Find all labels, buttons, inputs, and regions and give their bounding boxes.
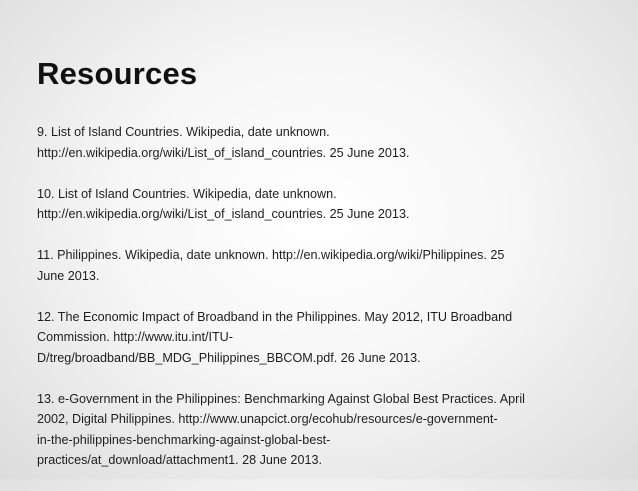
reference-line: in-the-philippines-benchmarking-against-global-best-	[37, 432, 331, 447]
reference-line: practices/at_download/attachment1. 28 June 2013.	[37, 453, 322, 467]
reference-line: D/treg/broadband/BB_MDG_Philippines_BBCOM.pdf. 26 June 2013.	[37, 350, 421, 365]
reference-item	[37, 122, 617, 163]
reference-line: Commission. http://www.itu.int/ITU-	[37, 330, 233, 344]
reference-line: 2002, Digital Philippines. http://www.unapcict.org/ecohub/resources/e-government-	[37, 412, 498, 426]
reference-line: 13. e-Government in the Philippines: Benchmarking Against Global Best Practices. April	[37, 391, 525, 406]
reference-line: June 2013.	[37, 268, 100, 283]
slide-title: Resources	[37, 56, 198, 91]
reference-item	[37, 307, 617, 369]
reference-line: http://en.wikipedia.org/wiki/List_of_island_countries. 25 June 2013.	[37, 207, 410, 221]
reference-item	[37, 245, 617, 286]
reference-line: 9. List of Island Countries. Wikipedia, date unknown.	[37, 125, 330, 139]
reference-line: 11. Philippines. Wikipedia, date unknown. http://en.wikipedia.org/wiki/Philippines. 25	[37, 248, 505, 262]
reference-line: 10. List of Island Countries. Wikipedia, date unknown.	[37, 186, 337, 201]
reference-line: 12. The Economic Impact of Broadband in the Philippines. May 2012, ITU Broadband	[37, 309, 513, 324]
reference-line: http://en.wikipedia.org/wiki/List_of_island_countries. 25 June 2013.	[37, 145, 410, 160]
reference-item	[37, 389, 617, 471]
reference-item	[37, 184, 617, 225]
reference-list	[37, 122, 617, 491]
